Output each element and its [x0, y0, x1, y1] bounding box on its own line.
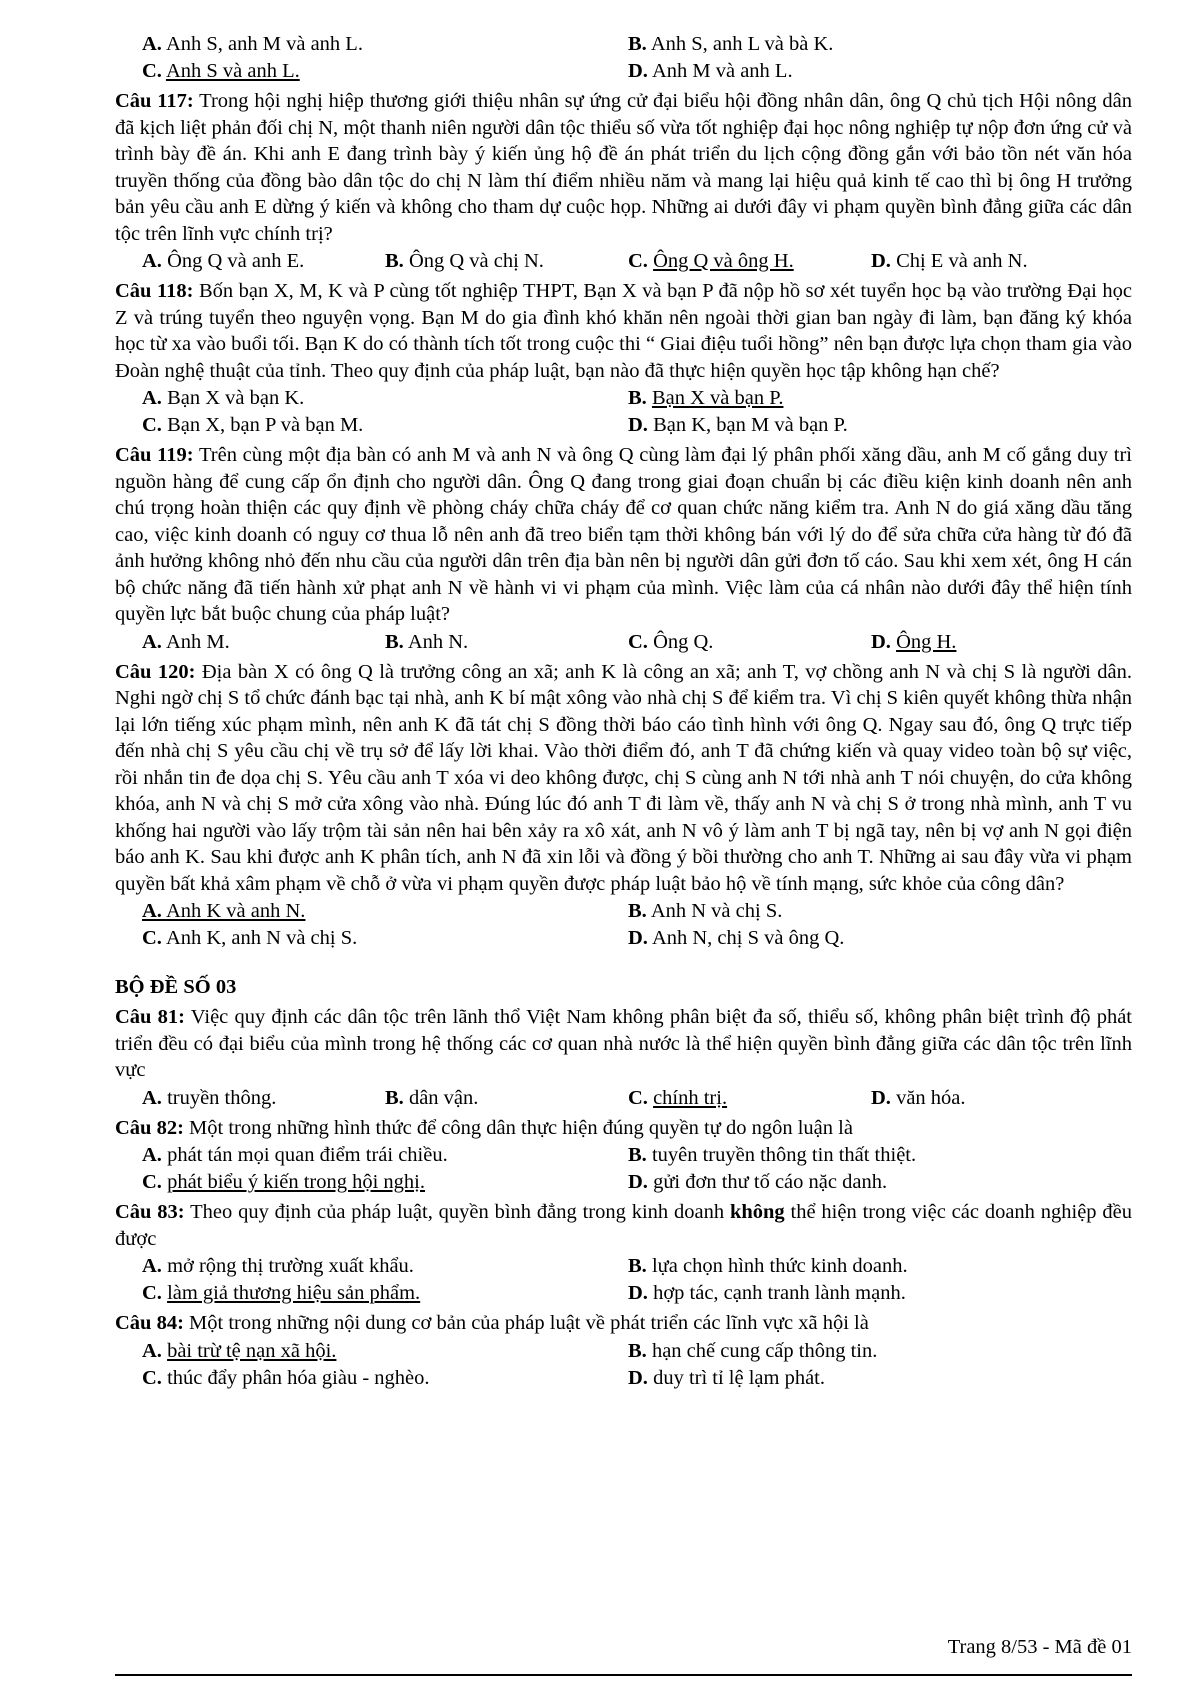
question-119: Câu 119: Trên cùng một địa bàn có anh M và anh N và ông Q cùng làm đại lý phân phối xăng dầu, anh M cố gắng duy trì nguồn hàng để cung cấp ổn định cho người dân. Ông Q đang trong giai đoạn chuẩn bị các điều kiện kinh doanh nên anh chú trọng hoàn thiện các quy định về phòng cháy chữa cháy để cơ quan chức năng kiểm tra. Anh N do giá xăng dầu tăng cao, việc kinh doanh có nguy cơ thua lỗ nên anh đã treo biển tạm thời không bán với lý do để sửa chữa cửa hàng từ đó đã ảnh hưởng không nhỏ đến nhu cầu của người dân trên địa bàn nên bị người dân gửi đơn tố cáo. Sau khi xem xét, ông H cán bộ chức năng đã tiến hành xử phạt anh N về hành vi vi phạm của mình. Việc làm của cá nhân nào dưới đây thể hiện tính quyền lực bắt buộc chung của pháp luật?	[115, 444, 1132, 625]
option-d: D. hợp tác, cạnh tranh lành mạnh.	[628, 1282, 906, 1304]
option-b: B. Anh S, anh L và bà K.	[628, 33, 834, 55]
option-b: B. tuyên truyền thông tin thất thiệt.	[628, 1144, 917, 1166]
option-d: D. Anh M và anh L.	[628, 60, 793, 82]
correct-answer: Ông Q và ông H.	[653, 250, 794, 272]
emphasis-word: không	[729, 1201, 785, 1223]
option-b: B. dân vận.	[385, 1086, 479, 1109]
option-d: D. Chị E và anh N.	[871, 250, 1028, 272]
option-b: B. Bạn X và bạn P.	[628, 387, 784, 409]
correct-answer: Anh S và anh L.	[165, 60, 300, 82]
option-row	[115, 1085, 1132, 1112]
question-82: Câu 82: Một trong những hình thức để công dân thực hiện đúng quyền tự do ngôn luận là	[115, 1116, 853, 1139]
correct-answer: A. Anh K và anh N.	[142, 900, 306, 922]
option-row	[115, 1253, 1132, 1280]
correct-answer: chính trị.	[653, 1086, 728, 1109]
option-c: C. Anh S và anh L.	[142, 60, 300, 82]
option-d: D. duy trì tỉ lệ lạm phát.	[628, 1366, 826, 1389]
question-81: Câu 81: Việc quy định các dân tộc trên lãnh thổ Việt Nam không phân biệt đa số, thiểu số, không phân biệt trình độ phát triển đều có đại biểu của mình trong hệ thống các cơ quan nhà nước là thể hiện quyền bình đẳng giữa các dân tộc trên lĩnh vực	[115, 1006, 1132, 1081]
option-c: C. Bạn X, bạn P và bạn M.	[142, 414, 364, 436]
option-d: D. gửi đơn thư tố cáo nặc danh.	[628, 1171, 888, 1193]
page-content	[115, 31, 1132, 1392]
option-row	[115, 1280, 1132, 1307]
option-row	[115, 248, 1132, 275]
option-b: B. Anh N.	[385, 630, 469, 653]
question-120: Câu 120: Địa bàn X có ông Q là trưởng công an xã; anh K là công an xã; anh T, vợ chồng anh N và chị S là người dân. Nghi ngờ chị S tổ chức đánh bạc tại nhà, anh K bí mật xông vào nhà chị S để kiểm tra. Vì chị S kiên quyết không thừa nhận lại lớn tiếng xúc phạm mình, nên anh K đã tát chị S đồng thời báo cáo tình hình với ông Q. Ngay sau đó, ông Q trực tiếp đến nhà chị S yêu cầu chị về trụ sở để lấy lời khai. Vào thời điểm đó, anh T đã chứng kiến và quay video toàn bộ sự việc, rồi nhắn tin đe dọa chị S. Yêu cầu anh T xóa vi deo không được, chị S cùng anh N tới nhà anh T nói chuyện, do cửa không khóa, anh N và chị S mở cửa xông vào nhà. Đúng lúc đó anh T đi làm về, thấy anh N và chị S ở trong nhà mình, anh T vu khống hai người vào lấy trộm tài sản nên hai bên xảy ra xô xát, anh N vô ý làm anh T bị ngã tay, nên bị vợ anh N gọi điện báo anh K. Sau khi được anh K phân tích, anh N đã xin lỗi và đồng ý bồi thường cho anh T. Những ai sau đây vừa vi phạm quyền bất khả xâm phạm về chỗ ở vừa vi phạm quyền được pháp luật bảo hộ về tính mạng, sức khỏe của công dân?	[115, 660, 1132, 895]
correct-answer: bài trừ tệ nạn xã hội.	[167, 1339, 337, 1362]
option-row	[115, 385, 1132, 412]
option-row	[115, 629, 1132, 656]
option-row	[115, 925, 1132, 952]
option-c: C. Ông Q và ông H.	[628, 250, 794, 272]
question-118: Câu 118: Bốn bạn X, M, K và P cùng tốt nghiệp THPT, Bạn X và bạn P đã nộp hồ sơ xét tuyển học bạ vào trường Đại học Z và trúng tuyển theo nguyện vọng. Bạn M do gia đình khó khăn nên ngoài thời gian ban ngày đi làm, bạn đăng ký khóa học từ xa vào buổi tối. Bạn K do có thành tích tốt trong cuộc thi “ Giai điệu tuổi hồng” nên bạn được lựa chọn tham gia vào Đoàn nghệ thuật của tỉnh. Theo quy định của pháp luật, bạn nào đã thực hiện quyền học tập không hạn chế?	[115, 280, 1132, 382]
question-83: Câu 83: Theo quy định của pháp luật, quyền bình đẳng trong kinh doanh không thể hiện trong việc các doanh nghiệp đều được	[115, 1201, 1132, 1250]
option-row	[115, 1338, 1132, 1365]
option-b: B. Anh N và chị S.	[628, 900, 783, 922]
option-row	[115, 1142, 1132, 1169]
option-b: B. lựa chọn hình thức kinh doanh.	[628, 1255, 908, 1277]
option-a: A. Bạn X và bạn K.	[142, 387, 305, 409]
correct-answer: Bạn X và bạn P.	[651, 387, 784, 409]
option-row	[115, 898, 1132, 925]
option-row	[115, 58, 1132, 85]
correct-answer: phát biểu ý kiến trong hội nghị.	[167, 1171, 425, 1193]
option-a: A. Anh M.	[142, 630, 230, 653]
option-a	[115, 898, 601, 925]
option-row	[115, 1169, 1132, 1196]
option-d: D. văn hóa.	[871, 1086, 966, 1109]
option-a: A. Ông Q và anh E.	[142, 250, 305, 272]
option-d: D. Ông H.	[871, 630, 957, 653]
option-a: A. phát tán mọi quan điểm trái chiều.	[142, 1144, 448, 1166]
option-a: A. mở rộng thị trường xuất khẩu.	[142, 1255, 414, 1277]
option-c: C. thúc đẩy phân hóa giàu - nghèo.	[142, 1366, 430, 1389]
option-a: A. Anh S, anh M và anh L.	[142, 33, 363, 55]
question-117: Câu 117: Trong hội nghị hiệp thương giới thiệu nhân sự ứng cử đại biểu hội đồng nhân dân, ông Q chủ tịch Hội nông dân đã kịch liệt phản đối chị N, một thanh niên người dân tộc thiểu số vừa tốt nghiệp đại học nông nghiệp tự nộp đơn ứng cử và trình bày đề án. Khi anh E đang trình bày ý kiến ủng hộ đề án phát triển du lịch cộng đồng gắn với bảo tồn nét văn hóa truyền thống của đồng bào dân tộc do chị N làm thí điểm nhiều năm và mang lại hiệu quả kinh tế cao thì bị ông H trưởng bản yêu cầu anh E dừng ý kiến và không cho tham dự cuộc họp. Những ai dưới đây vi phạm quyền bình đẳng giữa các dân tộc trên lĩnh vực chính trị?	[115, 90, 1133, 245]
option-c: C. Ông Q.	[628, 630, 714, 653]
option-b: B. hạn chế cung cấp thông tin.	[628, 1339, 878, 1362]
option-d: D. Bạn K, bạn M và bạn P.	[628, 414, 848, 436]
option-c: C. Anh K, anh N và chị S.	[142, 927, 358, 949]
correct-answer: Ông H.	[896, 630, 957, 653]
option-row	[115, 31, 1132, 58]
section-title: BỘ ĐỀ SỐ 03	[115, 976, 237, 998]
option-c: C. làm giả thương hiệu sản phẩm.	[142, 1282, 421, 1304]
option-b: B. Ông Q và chị N.	[385, 250, 544, 272]
option-a: A. bài trừ tệ nạn xã hội.	[142, 1339, 337, 1362]
question-84: Câu 84: Một trong những nội dung cơ bản của pháp luật về phát triển các lĩnh vực xã hội là	[115, 1312, 869, 1334]
footer-divider	[115, 1674, 1132, 1676]
page-footer: Trang 8/53 - Mã đề 01	[947, 1636, 1132, 1658]
option-c: C. chính trị.	[628, 1086, 728, 1109]
option-c: C. phát biểu ý kiến trong hội nghị.	[142, 1171, 425, 1193]
option-row	[115, 412, 1132, 439]
option-a: A. truyền thông.	[142, 1086, 277, 1109]
option-row	[115, 1365, 1132, 1392]
option-d: D. Anh N, chị S và ông Q.	[628, 927, 845, 949]
correct-answer: làm giả thương hiệu sản phẩm.	[167, 1282, 421, 1304]
